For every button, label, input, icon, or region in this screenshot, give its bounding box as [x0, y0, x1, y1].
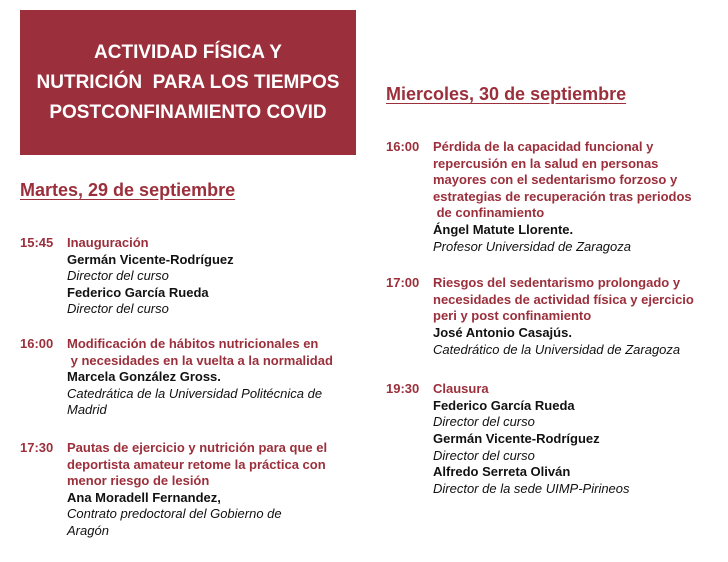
schedule-item [20, 235, 350, 318]
speaker-name: Ángel Matute Llorente. [433, 221, 574, 237]
session-topic-line: estrategias de recuperación tras periodos [433, 188, 692, 204]
schedule-item [20, 336, 350, 419]
banner-title-line: ACTIVIDAD FÍSICA Y [94, 41, 282, 63]
session-time: 16:00 [20, 335, 54, 351]
session-details [67, 235, 350, 318]
session-topic-line: de confinamiento [433, 205, 545, 221]
session-time: 19:30 [386, 381, 420, 397]
speaker-name: Germán Vicente-Rodríguez [67, 251, 234, 267]
session-topic [433, 139, 716, 222]
speaker-role: Director del curso [433, 414, 535, 430]
speaker-role: Profesor Universidad de Zaragoza [433, 238, 631, 254]
speaker-role: Contrato predoctoral del Gobierno de [67, 506, 282, 522]
speaker-role: Director del curso [67, 268, 169, 284]
session-topic-line: mayores con el sedentarismo forzoso y [433, 172, 678, 188]
schedule-item [386, 275, 716, 358]
speaker-name: Ana Moradell Fernandez, [67, 489, 221, 505]
session-topic [67, 440, 350, 490]
speaker-role: Aragón [67, 522, 109, 538]
banner-title [31, 38, 346, 128]
session-topic-line: Modificación de hábitos nutricionales en [67, 335, 319, 351]
speaker-role: Director del curso [433, 447, 535, 463]
banner-title-line: NUTRICIÓN PARA LOS TIEMPOS [36, 71, 340, 93]
session-topic-line: y necesidades en la vuelta a la normalidad [67, 352, 333, 368]
tuesday-schedule [20, 235, 350, 540]
session-time: 17:00 [386, 275, 420, 291]
title-banner [20, 10, 356, 155]
session-details [433, 381, 716, 497]
session-topic-line: Clausura [433, 381, 489, 397]
session-topic [433, 381, 716, 398]
speaker-role: Director de la sede UIMP-Pirineos [433, 480, 630, 496]
session-topic [67, 336, 350, 369]
session-topic-line: repercusión en la salud en personas [433, 155, 659, 171]
session-topic-line: Pautas de ejercicio y nutrición para que el [67, 439, 328, 455]
session-details [433, 139, 716, 255]
session-topic-line: Riesgos del sedentarismo prolongado y [433, 275, 681, 291]
session-topic-line: Pérdida de la capacidad funcional y [433, 139, 654, 154]
speaker-name: Federico García Rueda [433, 397, 575, 413]
session-topic [433, 275, 716, 325]
speaker-name: Germán Vicente-Rodríguez [433, 430, 600, 446]
session-details [67, 336, 350, 419]
speaker-role: Catedrática de la Universidad Politécnica de [67, 385, 323, 401]
day-heading-tuesday: Martes, 29 de septiembre [20, 180, 236, 200]
session-topic [67, 235, 350, 252]
session-details [67, 440, 350, 540]
schedule-item [20, 440, 350, 540]
schedule-item [386, 381, 716, 497]
speaker-role: Director del curso [67, 301, 169, 317]
speaker-role: Madrid [67, 402, 107, 418]
speaker-name: José Antonio Casajús. [433, 324, 572, 340]
session-topic-line: peri y post confinamiento [433, 308, 592, 324]
speaker-name: Marcela González Gross. [67, 369, 221, 385]
session-details [433, 275, 716, 358]
session-topic-line: menor riesgo de lesión [67, 473, 210, 489]
session-topic-line: deportista amateur retome la práctica con [67, 456, 326, 472]
schedule-item [386, 139, 716, 255]
speaker-name: Alfredo Serreta Oliván [433, 464, 571, 480]
session-time: 17:30 [20, 439, 54, 455]
day-heading-wednesday: Miercoles, 30 de septiembre [386, 84, 627, 104]
banner-title-line: POSTCONFINAMIENTO COVID [49, 101, 327, 123]
wednesday-schedule [386, 139, 716, 497]
speaker-role: Catedrático de la Universidad de Zaragoza [433, 341, 681, 357]
session-topic-line: necesidades de actividad física y ejercicio [433, 291, 694, 307]
session-topic-line: Inauguración [67, 235, 149, 250]
session-time: 16:00 [386, 139, 420, 154]
speaker-name: Federico García Rueda [67, 284, 209, 300]
session-time: 15:45 [20, 235, 54, 250]
